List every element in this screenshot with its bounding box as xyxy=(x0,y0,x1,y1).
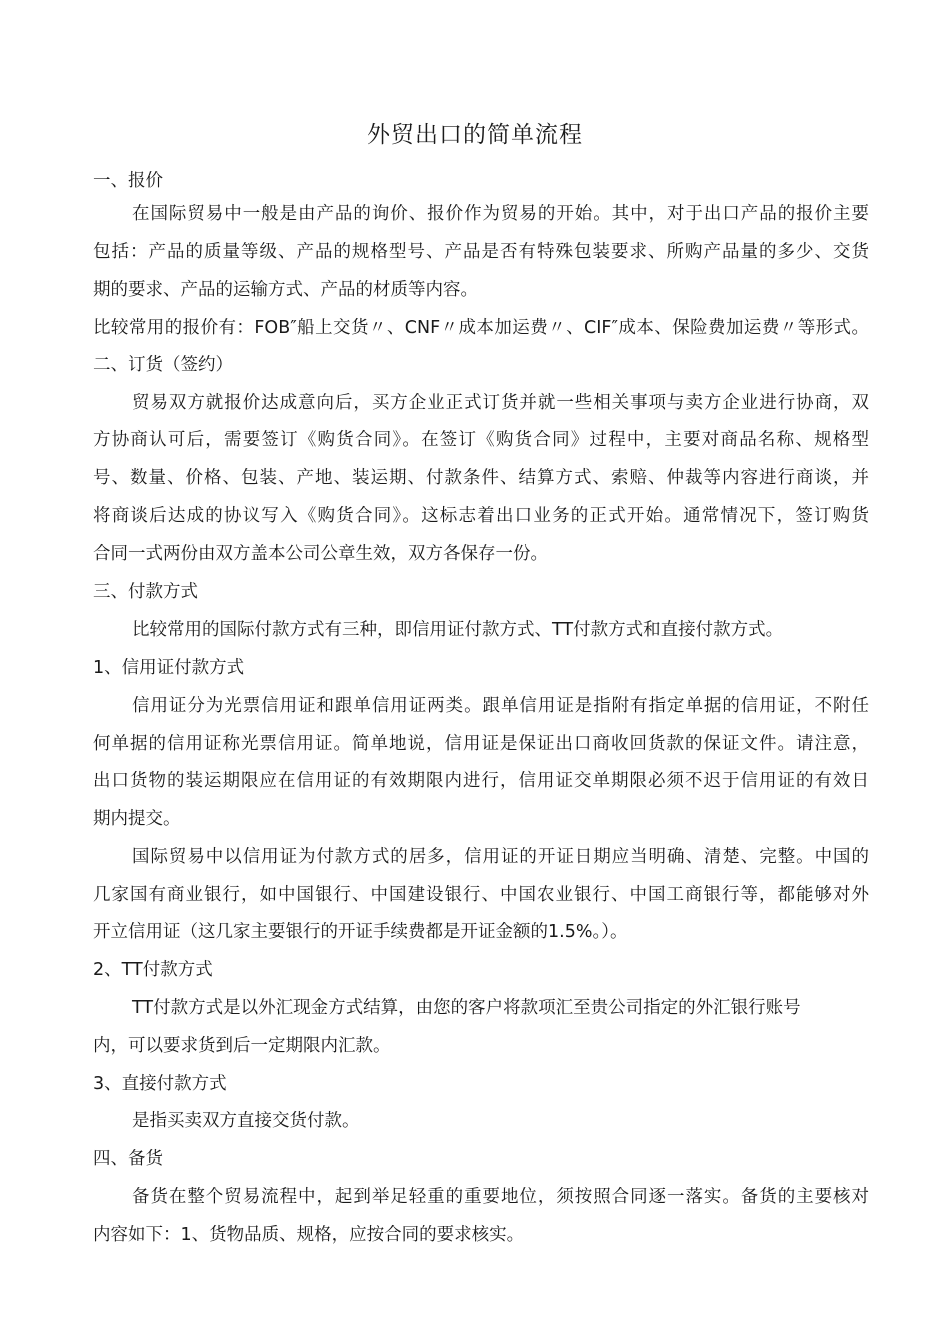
paragraph-line: 比较常用的报价有：FOB″船上交货〃、CNF〃成本加运费〃、CIF″成本、保险费加运费〃等形式。 xyxy=(93,318,869,338)
section-heading-quotation: 一、报价 xyxy=(93,171,163,191)
paragraph-line: 是指买卖双方直接交货付款。 xyxy=(132,1111,360,1131)
paragraph-line: 合同一式两份由双方盖本公司公章生效，双方各保存一份。 xyxy=(93,544,548,564)
paragraph-line: 在国际贸易中一般是由产品的询价、报价作为贸易的开始。其中，对于出口产品的报价主要 xyxy=(132,204,869,224)
subsection-heading-direct-payment: 3、直接付款方式 xyxy=(93,1074,227,1094)
paragraph-line: 备货在整个贸易流程中，起到举足轻重的重要地位，须按照合同逐一落实。备货的主要核对 xyxy=(132,1187,869,1207)
paragraph-line: 期内提交。 xyxy=(93,809,181,829)
paragraph-line: 何单据的信用证称光票信用证。简单地说，信用证是保证出口商收回货款的保证文件。请注意， xyxy=(93,734,869,754)
paragraph-line: 贸易双方就报价达成意向后，买方企业正式订货并就一些相关事项与卖方企业进行协商，双 xyxy=(132,393,869,413)
paragraph-line: 方协商认可后，需要签订《购货合同》。在签订《购货合同》过程中，主要对商品名称、规格型 xyxy=(93,430,869,450)
paragraph-line: 内，可以要求货到后一定期限内汇款。 xyxy=(93,1036,391,1056)
section-heading-stock-preparation: 四、备货 xyxy=(93,1149,163,1169)
paragraph-line: 国际贸易中以信用证为付款方式的居多，信用证的开证日期应当明确、清楚、完整。中国的 xyxy=(132,847,869,867)
subsection-heading-tt: 2、TT付款方式 xyxy=(93,960,213,980)
paragraph-line: 内容如下：1、货物品质、规格，应按合同的要求核实。 xyxy=(93,1225,525,1245)
paragraph-line: 号、数量、价格、包装、产地、装运期、付款条件、结算方式、索赔、仲裁等内容进行商谈，并 xyxy=(93,468,869,488)
section-heading-ordering: 二、订货（签约） xyxy=(93,355,233,375)
paragraph-line: 包括：产品的质量等级、产品的规格型号、产品是否有特殊包装要求、所购产品量的多少、交货 xyxy=(93,242,869,262)
paragraph-line: 出口货物的装运期限应在信用证的有效期限内进行，信用证交单期限必须不迟于信用证的有效日 xyxy=(93,771,869,791)
paragraph-line: 比较常用的国际付款方式有三种，即信用证付款方式、TT付款方式和直接付款方式。 xyxy=(132,620,784,640)
document-title: 外贸出口的简单流程 xyxy=(367,122,583,148)
subsection-heading-letter-of-credit: 1、信用证付款方式 xyxy=(93,658,245,678)
paragraph-line: 将商谈后达成的协议写入《购货合同》。这标志着出口业务的正式开始。通常情况下，签订购货 xyxy=(93,506,869,526)
section-heading-payment: 三、付款方式 xyxy=(93,582,198,602)
paragraph-line: TT付款方式是以外汇现金方式结算，由您的客户将款项汇至贵公司指定的外汇银行账号 xyxy=(132,998,801,1018)
paragraph-line: 开立信用证（这几家主要银行的开证手续费都是开证金额的1.5%。）。 xyxy=(93,922,628,942)
paragraph-line: 信用证分为光票信用证和跟单信用证两类。跟单信用证是指附有指定单据的信用证，不附任 xyxy=(132,696,869,716)
paragraph-line: 几家国有商业银行，如中国银行、中国建设银行、中国农业银行、中国工商银行等，都能够对外 xyxy=(93,885,869,905)
paragraph-line: 期的要求、产品的运输方式、产品的材质等内容。 xyxy=(93,280,478,300)
